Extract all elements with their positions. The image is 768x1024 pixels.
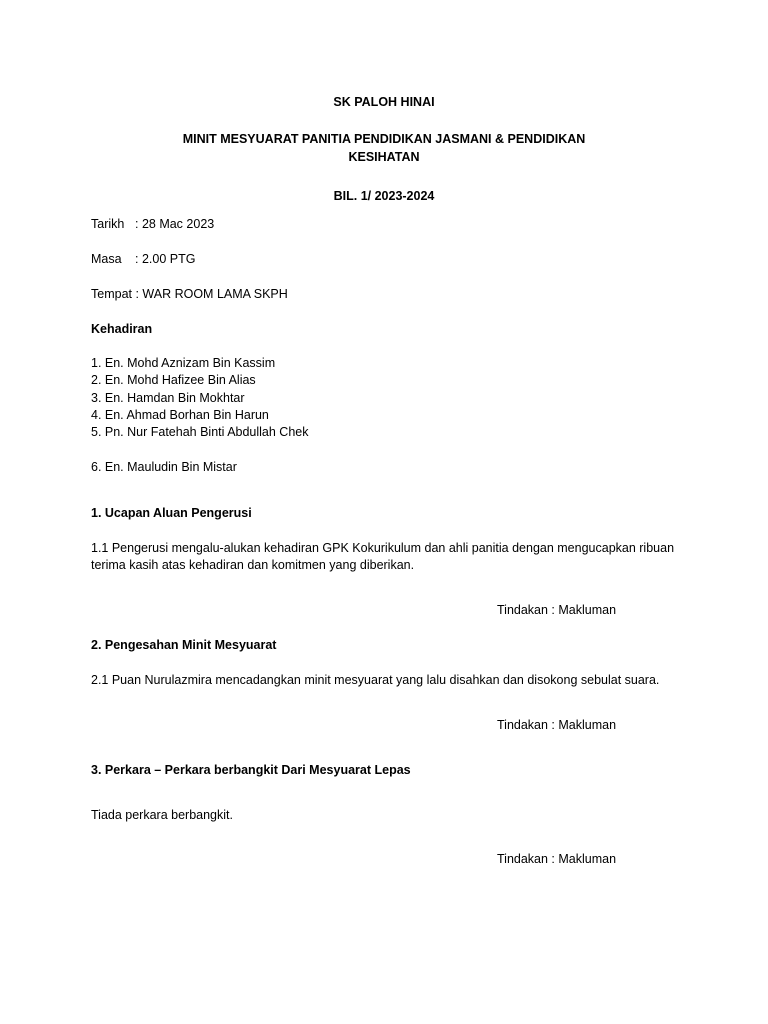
attendance-heading: Kehadiran [91,322,153,336]
document-title-line-2: KESIHATAN [348,150,420,164]
section-1-action: Tindakan : Makluman [497,603,617,617]
section-3-body: Tiada perkara berbangkit. [91,808,233,822]
attendee-6: 6. En. Mauludin Bin Mistar [91,460,237,474]
section-2-action: Tindakan : Makluman [497,718,617,732]
section-2-heading: 2. Pengesahan Minit Mesyuarat [91,638,277,652]
section-2-body: 2.1 Puan Nurulazmira mencadangkan minit mesyuarat yang lalu disahkan dan disokong sebulat suara. [91,673,660,687]
attendee-3: 3. En. Hamdan Bin Mokhtar [91,391,245,405]
date-value: : 28 Mac 2023 [135,217,215,231]
section-3-heading: 3. Perkara – Perkara berbangkit Dari Mesyuarat Lepas [91,763,411,777]
section-1-body-line-1: 1.1 Pengerusi mengalu-alukan kehadiran GPK Kokurikulum dan ahli panitia dengan mengucapkan ribuan [91,541,675,555]
meeting-number: BIL. 1/ 2023-2024 [333,189,435,203]
time-label: Masa [91,252,122,266]
attendee-5: 5. Pn. Nur Fatehah Binti Abdullah Chek [91,425,309,439]
section-1-heading: 1. Ucapan Aluan Pengerusi [91,506,252,520]
document-title-line-1: MINIT MESYUARAT PANITIA PENDIDIKAN JASMANI & PENDIDIKAN [182,132,586,146]
attendee-1: 1. En. Mohd Aznizam Bin Kassim [91,356,276,370]
school-name: SK PALOH HINAI [333,95,435,109]
section-3-action: Tindakan : Makluman [497,852,617,866]
section-1-body-line-2: terima kasih atas kehadiran dan komitmen yang diberikan. [91,558,415,572]
venue: Tempat : WAR ROOM LAMA SKPH [91,287,288,301]
attendee-2: 2. En. Mohd Hafizee Bin Alias [91,373,256,387]
date-row [91,216,214,233]
time-value: : 2.00 PTG [135,252,196,266]
time-row [91,251,195,268]
date-label: Tarikh [91,217,125,231]
attendee-4: 4. En. Ahmad Borhan Bin Harun [91,408,269,422]
